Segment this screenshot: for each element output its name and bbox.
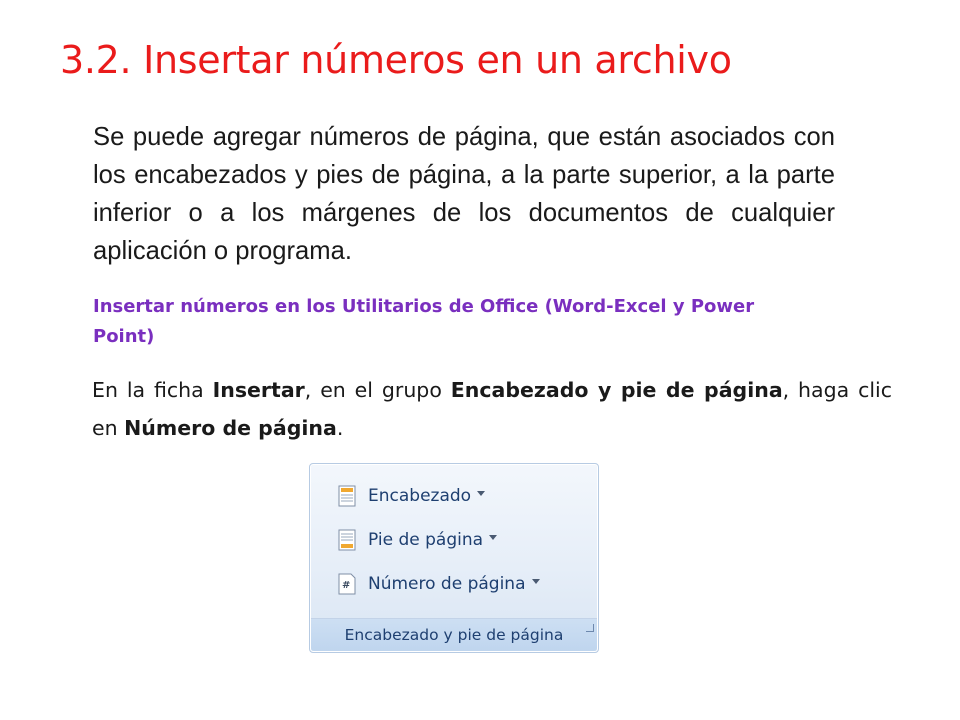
page-number-button-label: Número de página <box>368 574 526 594</box>
instruction-bold-group: Encabezado y pie de página <box>450 378 783 402</box>
intro-paragraph: Se puede agregar números de página, que están asociados con los encabezados y pies de página, a la parte superior, a la parte inferior o a los márgenes de los documentos de cualquier aplicación o programa. <box>93 123 835 265</box>
svg-text:#: # <box>342 580 351 591</box>
dialog-launcher-icon[interactable] <box>586 624 594 632</box>
chevron-down-icon <box>532 579 540 584</box>
ribbon-group-header-footer <box>309 463 599 653</box>
header-icon <box>338 485 356 507</box>
header-button[interactable] <box>338 481 485 511</box>
page-number-icon <box>338 573 356 595</box>
footer-button-label: Pie de página <box>368 530 484 550</box>
instruction-bold-page-number: Número de página <box>124 416 337 440</box>
header-button-label: Encabezado <box>368 486 472 506</box>
instruction-text-4: . <box>336 416 344 440</box>
footer-button[interactable] <box>338 525 497 555</box>
instruction-bold-insertar: Insertar <box>212 378 305 402</box>
slide-title: 3.2. Insertar números en un archivo <box>60 38 732 82</box>
instruction-text-2: , en el grupo <box>304 378 451 402</box>
chevron-down-icon <box>489 535 497 540</box>
instruction-paragraph <box>92 371 892 447</box>
footer-icon <box>338 529 356 551</box>
ribbon-group-label: Encabezado y pie de página <box>311 618 597 651</box>
chevron-down-icon <box>477 491 485 496</box>
instruction-text-1: En la ficha <box>92 378 213 402</box>
page-number-button[interactable] <box>338 569 540 599</box>
subheading: Insertar números en los Utilitarios de Office (Word-Excel y Power Point) <box>93 296 755 347</box>
instruction-text-3: , haga clic en <box>92 378 893 440</box>
